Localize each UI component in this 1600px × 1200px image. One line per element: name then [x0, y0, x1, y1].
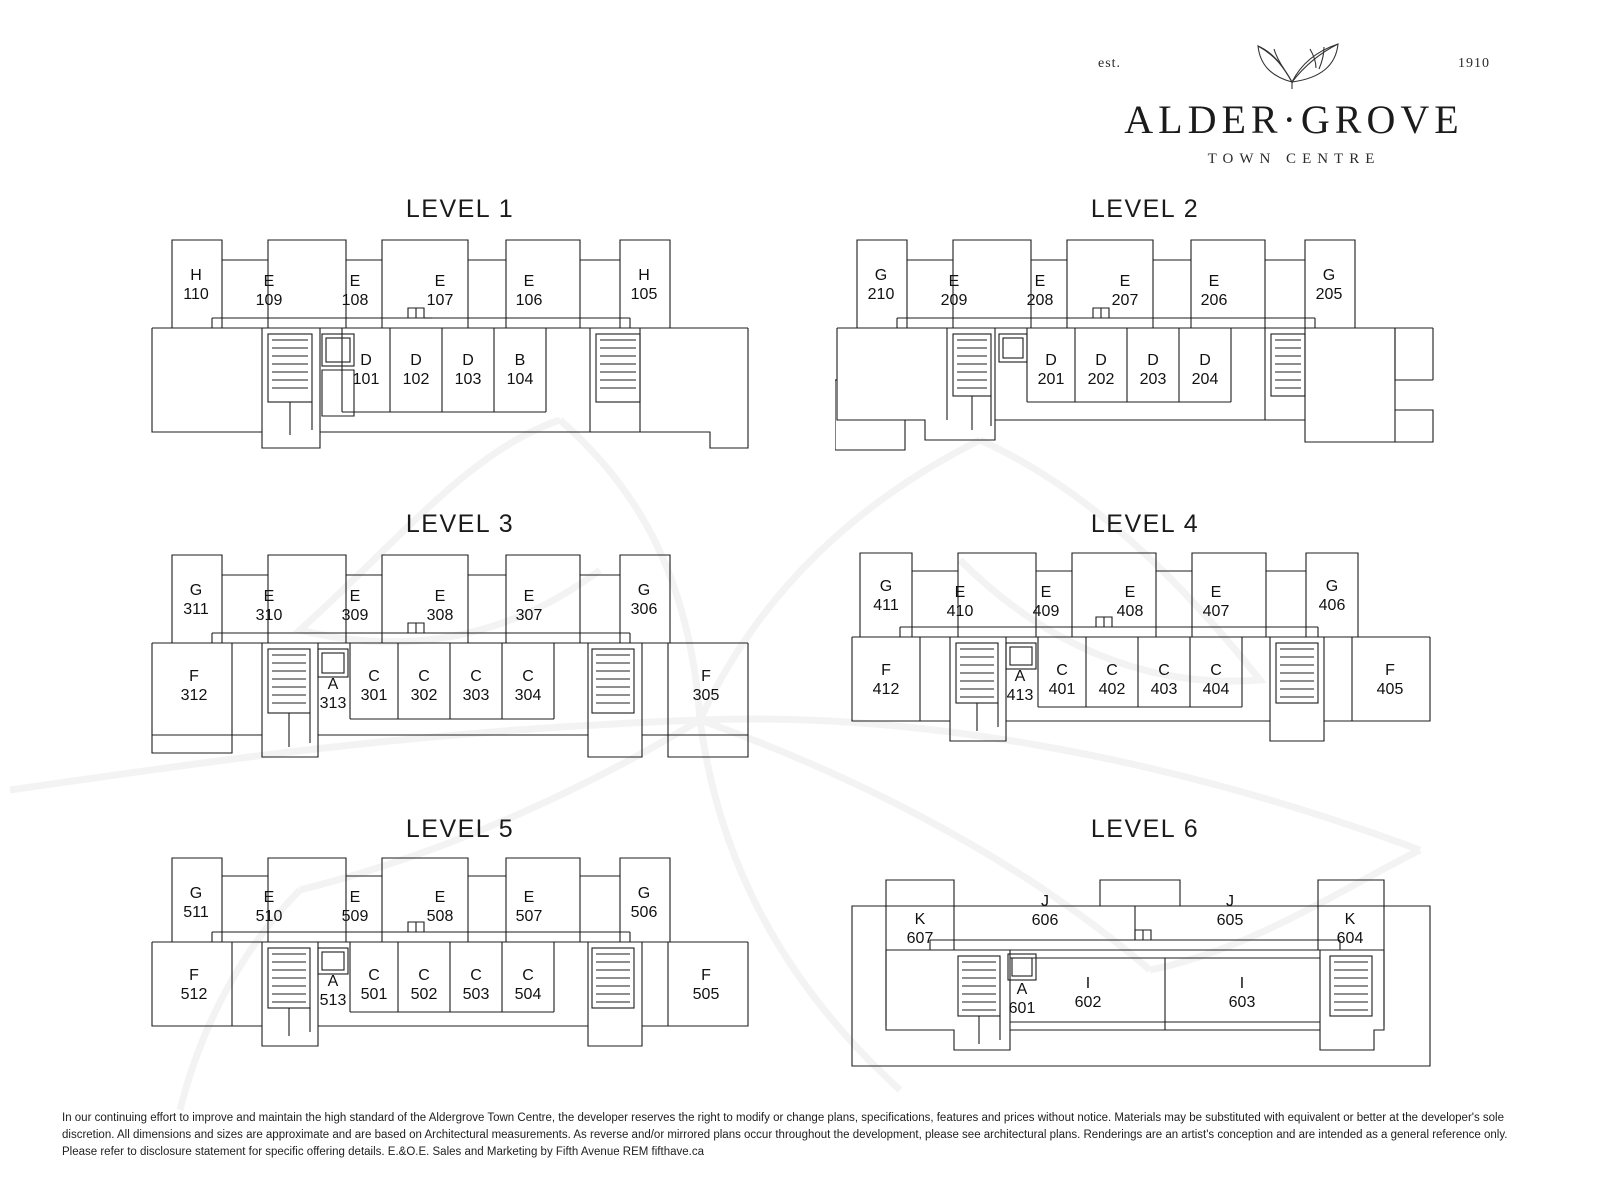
unit-411[interactable]: [873, 578, 899, 616]
unit-510[interactable]: [256, 889, 283, 927]
unit-type: E: [954, 584, 966, 602]
unit-type: H: [190, 267, 202, 285]
unit-310[interactable]: [256, 588, 283, 626]
unit-304[interactable]: [515, 668, 542, 706]
unit-202[interactable]: [1088, 352, 1115, 390]
unit-type: C: [1158, 662, 1170, 680]
unit-403[interactable]: [1151, 662, 1178, 700]
unit-405[interactable]: [1377, 662, 1404, 700]
unit-502[interactable]: [411, 967, 438, 1005]
unit-110[interactable]: [183, 267, 209, 305]
unit-204[interactable]: [1192, 352, 1219, 390]
unit-412[interactable]: [873, 662, 900, 700]
unit-number: 110: [183, 286, 209, 303]
unit-type: F: [189, 967, 199, 985]
level-6-block: [850, 815, 1440, 1070]
unit-type: C: [470, 668, 482, 686]
unit-number: 607: [906, 930, 934, 947]
unit-number: 102: [402, 371, 430, 388]
unit-301[interactable]: [361, 668, 388, 706]
unit-type: F: [881, 662, 891, 680]
unit-number: 510: [255, 908, 283, 925]
unit-type: G: [874, 267, 888, 285]
unit-number: 503: [462, 986, 490, 1003]
unit-type: D: [1045, 352, 1057, 370]
unit-302[interactable]: [411, 668, 438, 706]
unit-509[interactable]: [342, 889, 369, 927]
unit-number: 408: [1116, 603, 1144, 620]
unit-number: 406: [1318, 597, 1346, 614]
brand-logo: [1084, 32, 1504, 168]
unit-number: 502: [410, 986, 438, 1003]
unit-number: 606: [1031, 912, 1059, 929]
unit-210[interactable]: [868, 267, 895, 305]
unit-number: 404: [1202, 681, 1230, 698]
unit-number: 509: [341, 908, 369, 925]
unit-type: E: [523, 588, 535, 606]
brand-mark: [1084, 32, 1504, 92]
unit-number: 601: [1008, 1000, 1036, 1017]
unit-number: 306: [630, 601, 658, 618]
unit-number: 507: [515, 908, 543, 925]
unit-type: C: [1056, 662, 1068, 680]
unit-type: E: [1124, 584, 1136, 602]
unit-number: 505: [692, 986, 720, 1003]
level-4-floorplan[interactable]: [850, 545, 1440, 765]
unit-number: 604: [1336, 930, 1364, 947]
unit-number: 107: [426, 292, 454, 309]
unit-number: 206: [1200, 292, 1228, 309]
unit-number: 210: [867, 286, 895, 303]
unit-number: 407: [1202, 603, 1230, 620]
unit-type: E: [263, 273, 275, 291]
unit-type: D: [462, 352, 474, 370]
unit-number: 205: [1315, 286, 1343, 303]
level-4-block: [850, 510, 1440, 765]
unit-type: A: [327, 973, 339, 991]
level-5-block: [150, 815, 770, 1070]
unit-511[interactable]: [183, 885, 209, 923]
unit-number: 512: [180, 986, 208, 1003]
unit-501[interactable]: [361, 967, 388, 1005]
unit-401[interactable]: [1049, 662, 1076, 700]
unit-number: 207: [1111, 292, 1139, 309]
level-3-title: LEVEL 3: [405, 510, 515, 538]
unit-type: G: [637, 885, 651, 903]
unit-number: 603: [1228, 994, 1256, 1011]
level-5-title: LEVEL 5: [405, 815, 515, 843]
unit-106[interactable]: [516, 273, 543, 311]
level-4-title: LEVEL 4: [1090, 510, 1200, 538]
unit-type: E: [263, 588, 275, 606]
unit-type: K: [1344, 911, 1356, 929]
unit-type: F: [701, 967, 711, 985]
unit-209[interactable]: [941, 273, 968, 311]
unit-303[interactable]: [463, 668, 490, 706]
unit-number: 208: [1026, 292, 1054, 309]
level-2-title: LEVEL 2: [1090, 195, 1200, 223]
unit-type: E: [523, 273, 535, 291]
unit-409[interactable]: [1033, 584, 1060, 622]
unit-103[interactable]: [455, 352, 482, 390]
unit-104[interactable]: [507, 352, 534, 390]
unit-number: 401: [1048, 681, 1076, 698]
unit-number: 313: [319, 695, 347, 712]
unit-number: 204: [1191, 371, 1219, 388]
unit-type: G: [189, 885, 203, 903]
unit-type: C: [470, 967, 482, 985]
unit-type: F: [189, 668, 199, 686]
unit-506[interactable]: [631, 885, 658, 923]
unit-type: G: [1325, 578, 1339, 596]
unit-type: K: [914, 911, 926, 929]
unit-309[interactable]: [342, 588, 369, 626]
unit-number: 405: [1376, 681, 1404, 698]
unit-type: E: [1208, 273, 1220, 291]
unit-107[interactable]: [427, 273, 454, 311]
unit-607[interactable]: [907, 911, 934, 949]
unit-408[interactable]: [1117, 584, 1144, 622]
leaf-icon: [1214, 32, 1374, 90]
unit-number: 501: [360, 986, 388, 1003]
unit-type: C: [522, 967, 534, 985]
unit-type: A: [327, 676, 339, 694]
unit-206[interactable]: [1201, 273, 1228, 311]
unit-type: E: [349, 588, 361, 606]
unit-type: E: [1210, 584, 1222, 602]
unit-205[interactable]: [1316, 267, 1343, 305]
unit-type: C: [418, 668, 430, 686]
unit-109[interactable]: [256, 273, 283, 311]
unit-512[interactable]: [181, 967, 208, 1005]
unit-type: E: [434, 588, 446, 606]
unit-number: 602: [1074, 994, 1102, 1011]
unit-type: E: [1119, 273, 1131, 291]
level-1-title: LEVEL 1: [405, 195, 515, 223]
disclaimer-text: In our continuing effort to improve and maintain the high standard of the Aldergrove Town Centre, the developer reserves the right to modify or change plans, specifications, features and prices without notice. Materials may be substituted with equivalent or better at the developer's sole discretion. All dimensions and sizes are approximate and are based on Architectural measurements. As reverse and/or mirrored plans occur throughout the development, please see architectural plans. Renderings are an artist's conception and are intended as a general reference only. Please refer to disclosure statement for specific offering details. E.&O.E. Sales and Marketing by Fifth Avenue REM fifthave.ca: [62, 1112, 1508, 1159]
unit-102[interactable]: [403, 352, 430, 390]
unit-type: I: [1239, 975, 1245, 993]
unit-307[interactable]: [516, 588, 543, 626]
unit-number: 308: [426, 607, 454, 624]
unit-number: 305: [692, 687, 720, 704]
unit-number: 312: [180, 687, 208, 704]
unit-306[interactable]: [631, 582, 658, 620]
unit-type: C: [418, 967, 430, 985]
unit-number: 108: [341, 292, 369, 309]
unit-type: C: [368, 967, 380, 985]
unit-type: G: [1322, 267, 1336, 285]
unit-number: 309: [341, 607, 369, 624]
unit-type: D: [1199, 352, 1211, 370]
unit-number: 311: [183, 601, 209, 618]
unit-type: C: [1210, 662, 1222, 680]
unit-number: 109: [255, 292, 283, 309]
unit-208[interactable]: [1027, 273, 1054, 311]
unit-number: 511: [183, 904, 209, 921]
unit-type: E: [349, 273, 361, 291]
unit-type: I: [1085, 975, 1091, 993]
unit-type: E: [434, 889, 446, 907]
unit-305[interactable]: [693, 668, 720, 706]
unit-type: E: [263, 889, 275, 907]
level-2-floorplan[interactable]: [835, 230, 1455, 470]
level-5-floorplan[interactable]: [150, 850, 770, 1070]
unit-number: 203: [1139, 371, 1167, 388]
unit-number: 209: [940, 292, 968, 309]
unit-type: F: [701, 668, 711, 686]
unit-number: 508: [426, 908, 454, 925]
unit-312[interactable]: [181, 668, 208, 706]
unit-type: D: [1147, 352, 1159, 370]
unit-604[interactable]: [1337, 911, 1364, 949]
unit-602[interactable]: [1075, 975, 1102, 1013]
unit-108[interactable]: [342, 273, 369, 311]
unit-type: A: [1016, 981, 1028, 999]
level-1-floorplan[interactable]: [150, 230, 770, 460]
unit-number: 103: [454, 371, 482, 388]
unit-type: J: [1225, 893, 1234, 911]
level-3-floorplan[interactable]: [150, 545, 770, 775]
unit-number: 201: [1037, 371, 1065, 388]
unit-503[interactable]: [463, 967, 490, 1005]
unit-number: 106: [515, 292, 543, 309]
brand-year-label: 1910: [1458, 56, 1490, 71]
unit-number: 101: [352, 371, 380, 388]
unit-type: E: [434, 273, 446, 291]
level-3-block: [150, 510, 770, 775]
unit-number: 304: [514, 687, 542, 704]
level-2-block: [835, 195, 1455, 470]
unit-type: D: [360, 352, 372, 370]
unit-105[interactable]: [631, 267, 658, 305]
brand-name: ALDER·GROVE: [1124, 97, 1464, 142]
unit-407[interactable]: [1203, 584, 1230, 622]
unit-603[interactable]: [1229, 975, 1256, 1013]
unit-number: 410: [946, 603, 974, 620]
unit-type: E: [349, 889, 361, 907]
unit-number: 105: [630, 286, 658, 303]
unit-number: 104: [506, 371, 534, 388]
unit-type: G: [189, 582, 203, 600]
unit-number: 303: [462, 687, 490, 704]
unit-601[interactable]: [1009, 981, 1036, 1019]
level-1-block: [150, 195, 770, 460]
unit-number: 409: [1032, 603, 1060, 620]
unit-203[interactable]: [1140, 352, 1167, 390]
unit-308[interactable]: [427, 588, 454, 626]
unit-number: 202: [1087, 371, 1115, 388]
unit-402[interactable]: [1099, 662, 1126, 700]
unit-606[interactable]: [1032, 893, 1059, 931]
level-6-title: LEVEL 6: [1090, 815, 1200, 843]
unit-505[interactable]: [693, 967, 720, 1005]
unit-type: B: [514, 352, 526, 370]
unit-type: C: [522, 668, 534, 686]
unit-number: 605: [1216, 912, 1244, 929]
unit-type: A: [1014, 668, 1026, 686]
unit-number: 506: [630, 904, 658, 921]
unit-type: E: [1034, 273, 1046, 291]
unit-number: 513: [319, 992, 347, 1009]
unit-406[interactable]: [1319, 578, 1346, 616]
unit-508[interactable]: [427, 889, 454, 927]
unit-311[interactable]: [183, 582, 209, 620]
unit-201[interactable]: [1038, 352, 1065, 390]
unit-type: G: [879, 578, 893, 596]
unit-number: 402: [1098, 681, 1126, 698]
unit-605[interactable]: [1217, 893, 1244, 931]
unit-type: F: [1385, 662, 1395, 680]
unit-number: 411: [873, 597, 899, 614]
unit-number: 413: [1006, 687, 1034, 704]
unit-type: E: [523, 889, 535, 907]
unit-number: 310: [255, 607, 283, 624]
unit-type: E: [948, 273, 960, 291]
unit-type: J: [1040, 893, 1049, 911]
unit-number: 301: [360, 687, 388, 704]
brand-subtitle: TOWN CENTRE: [1207, 151, 1381, 167]
unit-504[interactable]: [515, 967, 542, 1005]
unit-type: H: [638, 267, 650, 285]
unit-404[interactable]: [1203, 662, 1230, 700]
unit-type: D: [410, 352, 422, 370]
unit-type: C: [1106, 662, 1118, 680]
unit-410[interactable]: [947, 584, 974, 622]
unit-number: 504: [514, 986, 542, 1003]
unit-type: D: [1095, 352, 1107, 370]
unit-number: 403: [1150, 681, 1178, 698]
unit-type: C: [368, 668, 380, 686]
unit-101[interactable]: [353, 352, 380, 390]
unit-413[interactable]: [1007, 668, 1034, 706]
unit-number: 307: [515, 607, 543, 624]
brand-est-label: est.: [1098, 56, 1122, 71]
unit-313[interactable]: [320, 676, 347, 714]
unit-513[interactable]: [320, 973, 347, 1011]
unit-number: 302: [410, 687, 438, 704]
unit-207[interactable]: [1112, 273, 1139, 311]
unit-type: G: [637, 582, 651, 600]
unit-507[interactable]: [516, 889, 543, 927]
unit-type: E: [1040, 584, 1052, 602]
level-6-floorplan[interactable]: [850, 850, 1440, 1070]
unit-number: 412: [872, 681, 900, 698]
